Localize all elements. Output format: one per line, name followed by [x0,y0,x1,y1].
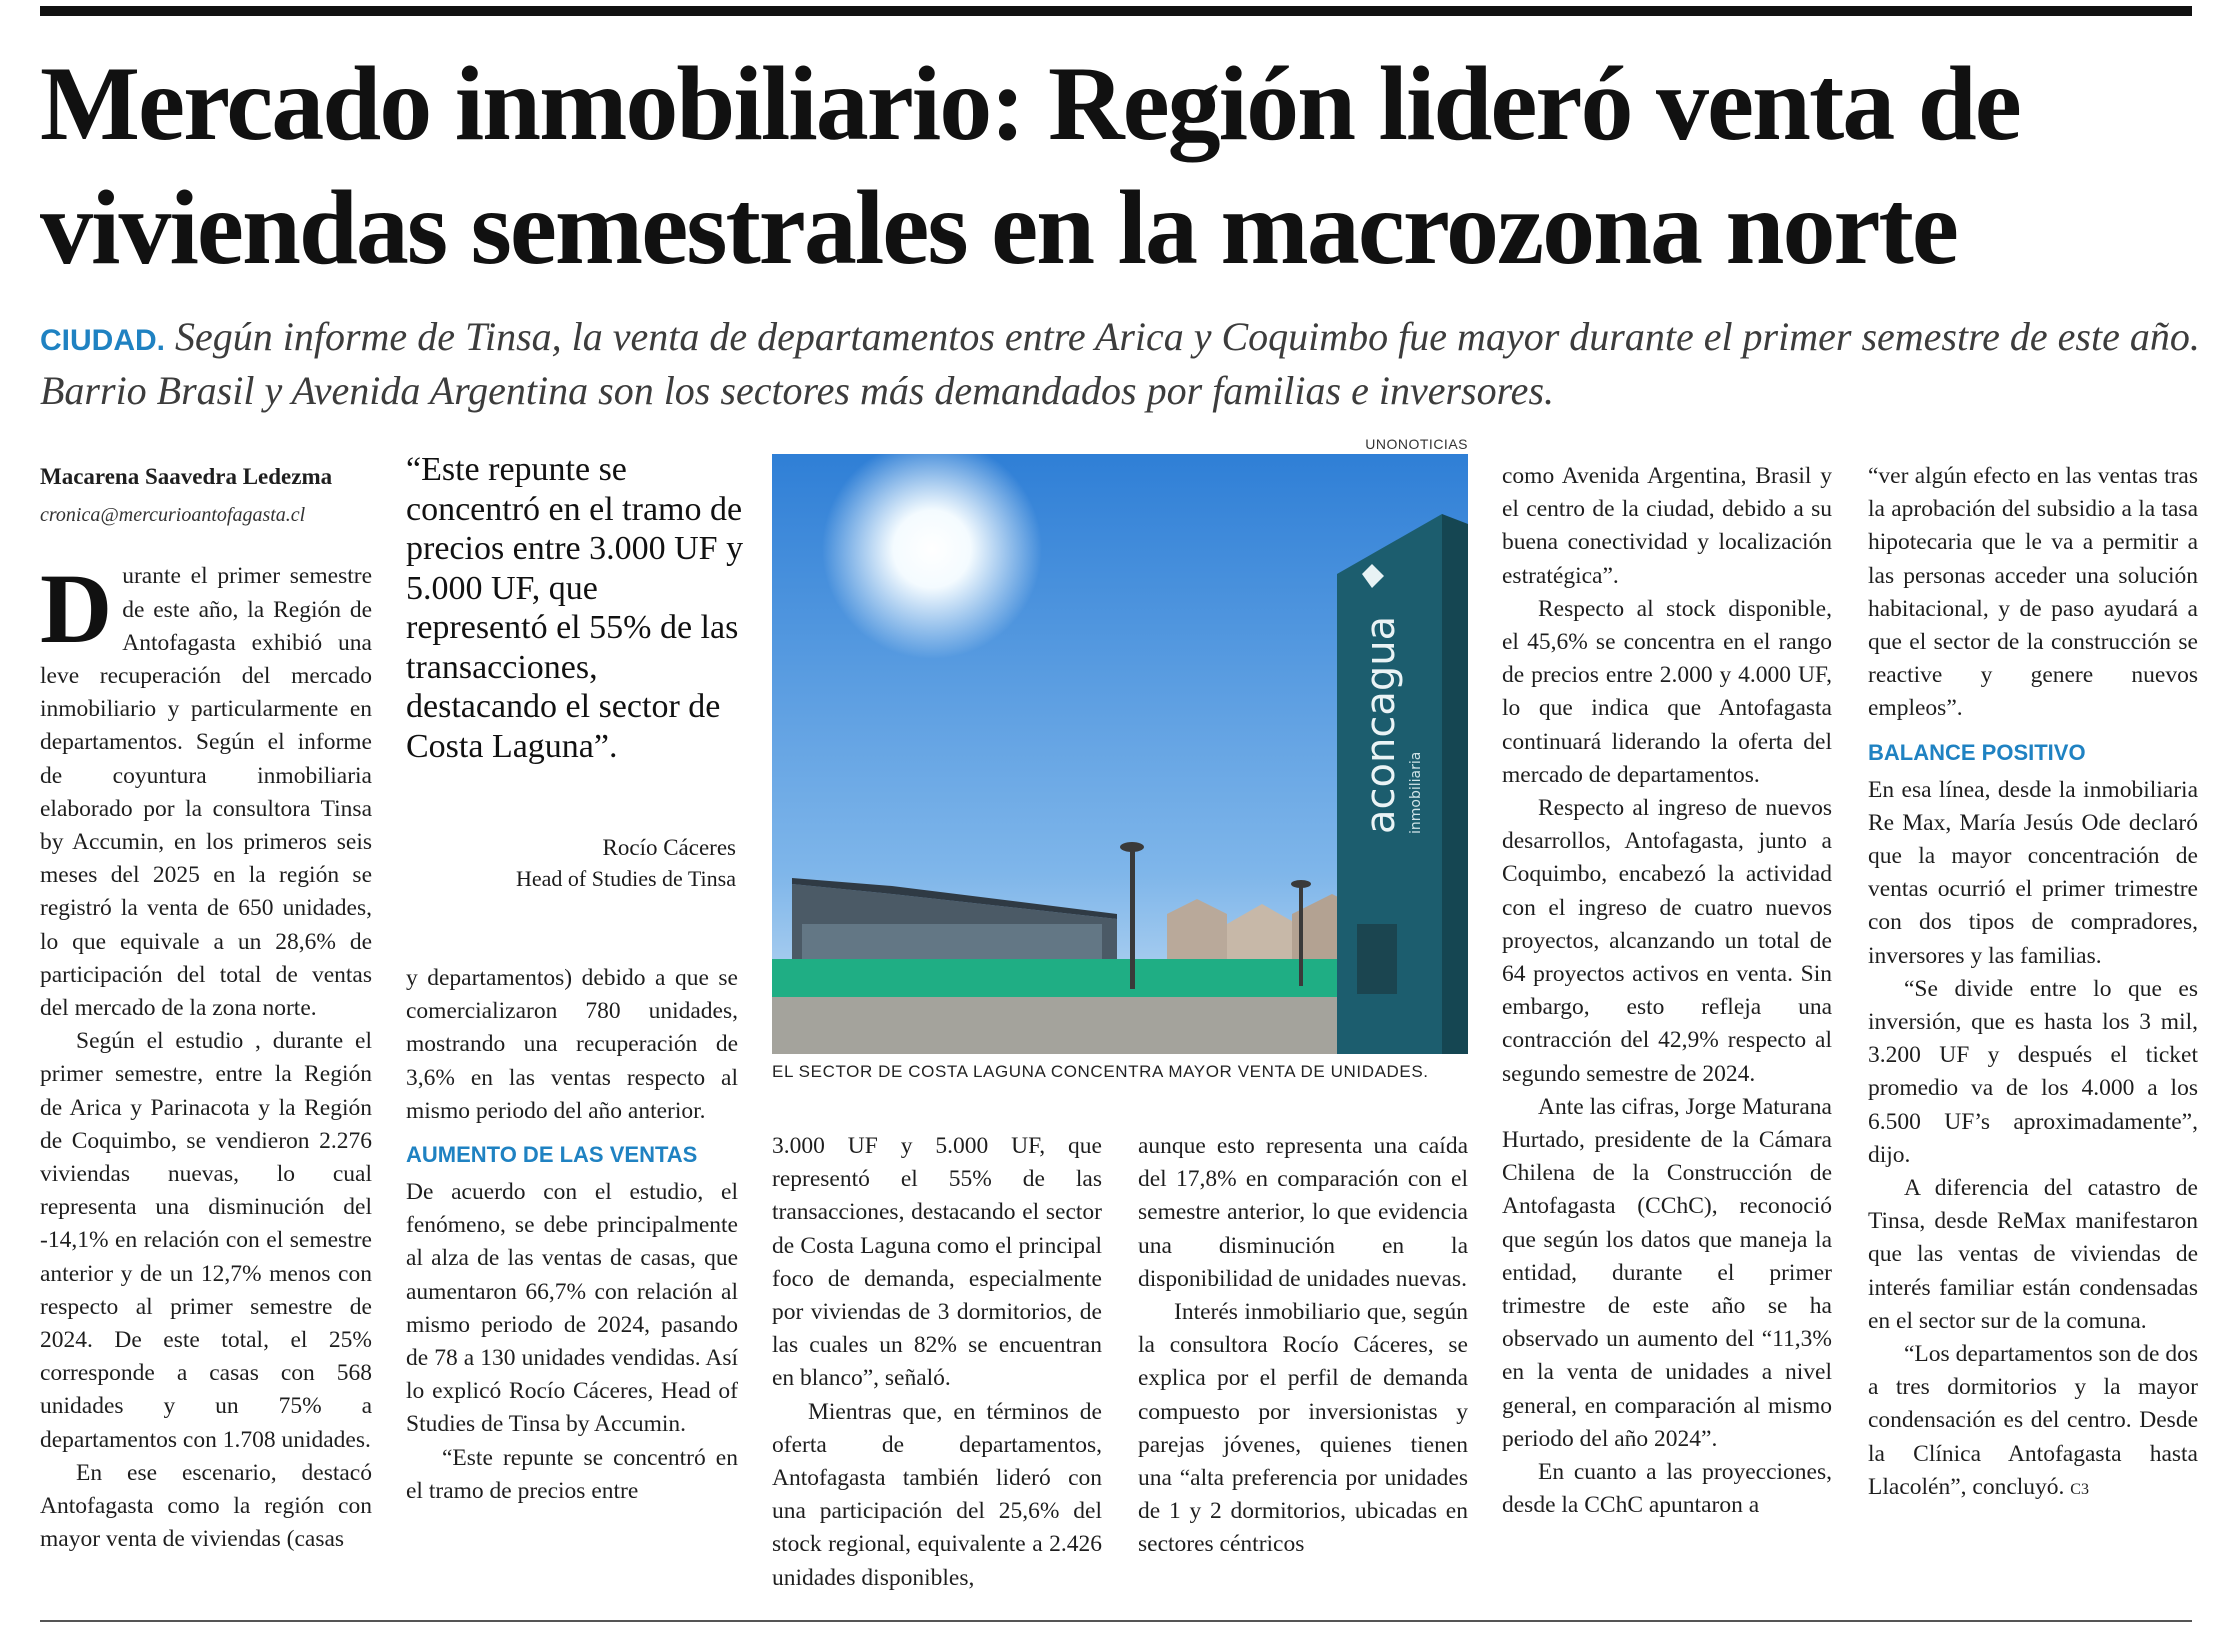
paragraph: y departamentos) debido a que se comercializaron 780 unidades, mostrando una recuperación de 3,6% en las ventas respecto al mismo periodo del año anterior. [406,965,738,1124]
article-photo [772,454,1468,1054]
deck [40,312,2200,416]
deck-text: Según informe de Tinsa, la venta de departamentos entre Arica y Coquimbo fue mayor durante el primer semestre de este año. Barrio Brasil y Avenida Argentina son los sectores más demandados por familias e inversores. [40,314,2200,413]
paragraph: Respecto al stock disponible, el 45,6% se concentra en el rango de precios entre 2.000 y 4.000 UF, lo que indica que Antofagasta continuará liderando la oferta del mercado de departamentos. [1502,595,1832,788]
pull-quote-author: Rocío Cáceres [602,835,736,860]
section-tag: CIUDAD. [40,324,165,357]
paragraph: En ese escenario, destacó Antofagasta como la región con mayor venta de viviendas (casas [40,1459,372,1553]
sign-subtext: inmobiliaria [1408,751,1424,834]
sign-text: aconcagua [1358,615,1404,834]
paragraph: Ante las cifras, Jorge Maturana Hurtado, presidente de la Cámara Chilena de la Construcción de Antofagasta (CChC), reconoció que según los datos que maneja la entidad, durante el primer trimestre de este año se ha observado un aumento del “11,3% en la venta de unidades a nivel general, en comparación al mismo periodo del año 2024”. [1502,1093,1832,1452]
paragraph: A diferencia del catastro de Tinsa, desde ReMax manifestaron que las ventas de viviendas de interés familiar están condensadas en el sector sur de la comuna. [1868,1175,2198,1334]
photo-illustration [772,454,1468,1054]
photo-credit: UNONOTICIAS [1365,436,1468,452]
top-rule [40,6,2192,16]
column-1 [40,460,372,1557]
column-3 [772,1130,1102,1595]
paragraph: Según el estudio , durante el primer semestre, entre la Región de Arica y Parinacota y la Región de Coquimbo, se vendieron 2.276 viviendas nuevas, lo cual representa una disminución del -14,1% en relación con el semestre anterior y de un 12,7% menos con respecto al primer semestre de 2024. De este total, el 25% corresponde a casas con 568 unidades y un 75% a departamentos con 1.708 unidades. [40,1028,372,1453]
column-6 [1868,460,2198,1506]
paragraph: Mientras que, en términos de oferta de departamentos, Antofagasta también lideró con una participación del 25,6% del stock regional, equivalente a 2.426 unidades disponibles, [772,1398,1102,1591]
paragraph: “Este repunte se concentró en el tramo de precios entre [406,1444,738,1504]
column-2 [406,962,738,1508]
paragraph: Durante el primer semestre de este año, la Región de Antofagasta exhibió una leve recuperación del mercado inmobiliario y particularmente en departamentos. Según el informe de coyuntura inmobiliaria elaborado por la consultora Tinsa by Accumin, en los primeros seis meses del 2025 en la región se registró la venta de 650 unidades, lo que equivale a un 28,6% de participación del total de ventas del mercado de la zona norte. [40,553,372,1022]
subhead-aumento: AUMENTO DE LAS VENTAS [406,1142,698,1168]
paragraph: En cuanto a las proyecciones, desde la CChC apuntaron a [1502,1459,1832,1519]
pull-quote-role: Head of Studies de Tinsa [516,866,736,891]
paragraph: “Los departamentos son de dos a tres dormitorios y la mayor condensación es del centro. Desde la Clínica Antofagasta hasta Llacolén”, concluyó. C3 [1868,1341,2198,1500]
author-byline: Macarena Saavedra Ledezma [40,464,333,489]
column-4 [1138,1130,1468,1562]
paragraph: En esa línea, desde la inmobiliaria Re Max, María Jesús Ode declaró que la mayor concentración de ventas ocurrió el primer trimestre con dos tipos de compradores, inversores y las familias. [1868,776,2198,969]
dropcap: D [40,553,113,665]
author-email[interactable]: cronica@mercurioantofagasta.cl [40,504,306,527]
paragraph: 3.000 UF y 5.000 UF, que representó el 55% de las transacciones, destacando el sector de Costa Laguna como el principal foco de demanda, especialmente por viviendas de 3 dormitorios, de las cuales un 82% se encuentran en blanco”, señaló. [772,1133,1102,1392]
end-mark: C3 [2070,1480,2089,1498]
paragraph: aunque esto representa una caída del 17,8% en comparación con el semestre anterior, lo que evidencia una disminución en la disponibilidad de unidades nuevas. [1138,1133,1468,1292]
column-5 [1502,460,1832,1523]
paragraph: De acuerdo con el estudio, el fenómeno, se debe principalmente al alza de las ventas de casas, que aumentaron 66,7% con relación al mismo periodo de 2024, pasando de 78 a 130 unidades vendidas. Así lo explicó Rocío Cáceres, Head of Studies de Tinsa by Accumin. [406,1179,738,1438]
paragraph: “ver algún efecto en las ventas tras la aprobación del subsidio a la tasa hipotecaria que le va a permitir a las personas acceder una solución habitacional, y de paso ayudará a que el sector de la construcción se reactive y genere nuevos empleos”. [1868,463,2198,722]
paragraph: como Avenida Argentina, Brasil y el centro de la ciudad, debido a su buena conectividad y localización estratégica”. [1502,463,1832,589]
bottom-rule [40,1620,2192,1622]
paragraph: Respecto al ingreso de nuevos desarrollos, Antofagasta, junto a Coquimbo, encabezó la actividad con el ingreso de cuatro nuevos proyectos, alcanzando un total de 64 proyectos activos en venta. Sin embargo, esto refleja una contracción del 42,9% respecto al segundo semestre de 2024. [1502,795,1832,1087]
subhead-balance: BALANCE POSITIVO [1868,739,2086,765]
headline: Mercado inmobiliario: Región lideró venta de viviendas semestrales en la macrozona norte [40,45,2020,286]
pull-quote: “Este repunte se concentró en el tramo de precios entre 3.000 UF y 5.000 UF, que representó el 55% de las transacciones, destacando el sector de Costa Laguna”. [406,451,744,765]
paragraph: Interés inmobiliario que, según la consultora Rocío Cáceres, se explica por el perfil de demanda compuesto por inversionistas y parejas jóvenes, quienes tienen una “alta preferencia por unidades de 1 y 2 dormitorios, ubicadas en sectores céntricos [1138,1299,1468,1558]
paragraph: “Se divide entre lo que es inversión, que es hasta los 3 mil, 3.200 UF y después el ticket promedio va de los 4.000 a los 6.500 UF’s aproximadamente”, dijo. [1868,975,2198,1168]
photo-caption: EL SECTOR DE COSTA LAGUNA CONCENTRA MAYOR VENTA DE UNIDADES. [772,1062,1429,1081]
